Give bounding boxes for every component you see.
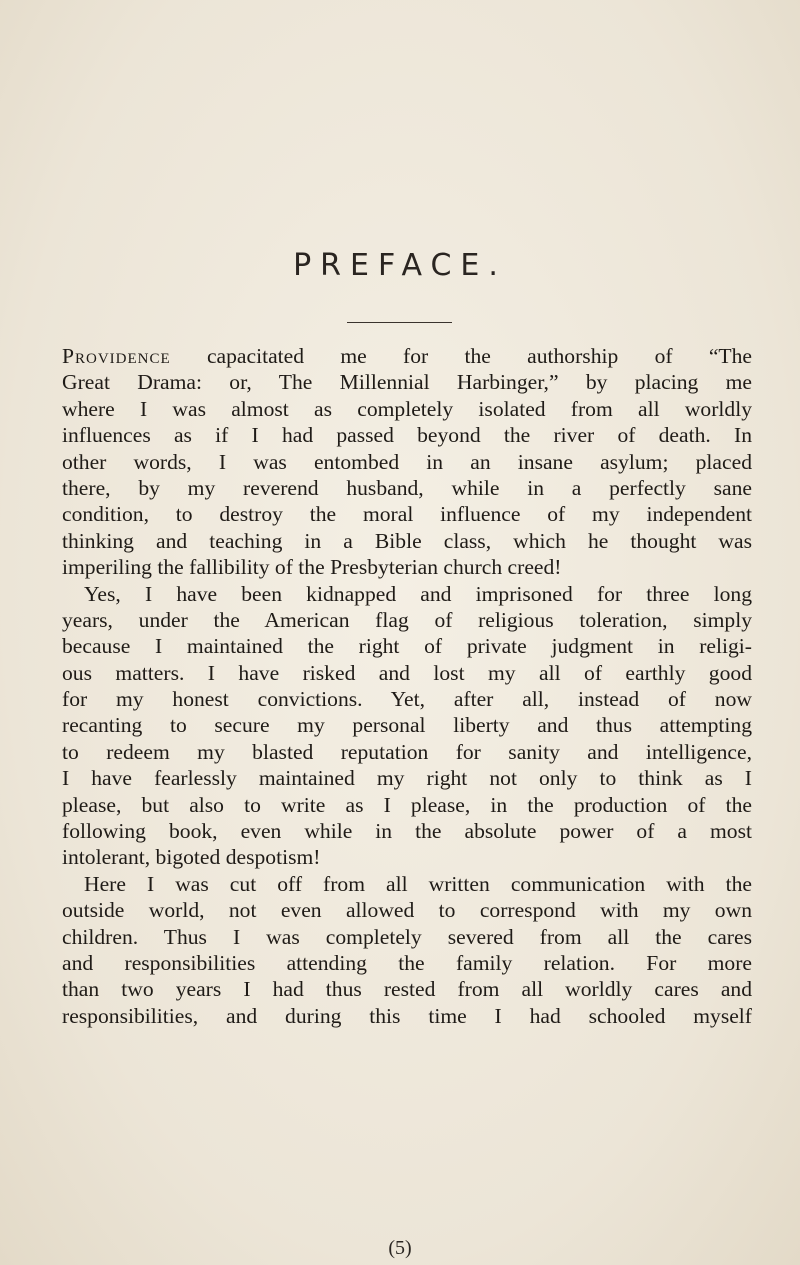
text-line: Providence capacitated me for the authorship of “The (62, 344, 752, 368)
text-line: for my honest convictions. Yet, after all, instead of now (62, 687, 752, 712)
text-line: please, but also to write as I please, in the production of the (62, 792, 752, 817)
text-line: other words, I was entombed in an insane asylum; placed (62, 449, 752, 474)
text-line: children. Thus I was completely severed from all the cares (62, 924, 752, 949)
lead-word: Providence (62, 344, 171, 368)
text-line: Great Drama: or, The Millennial Harbinger,” by placing me (62, 370, 752, 395)
text-line: condition, to destroy the moral influence of my independent (62, 502, 752, 527)
text-line: influences as if I had passed beyond the river of death. In (62, 423, 752, 448)
text-line: intolerant, bigoted despotism! (62, 845, 321, 870)
preface-text (62, 343, 752, 1029)
text-line: Here I was cut off from all written communication with the (84, 871, 752, 896)
text-line: there, by my reverend husband, while in a perfectly sane (62, 475, 752, 500)
page-title: PREFACE. (293, 248, 507, 283)
text-line: imperiling the fallibility of the Presbyterian church creed! (62, 555, 562, 580)
text-line: responsibilities, and during this time I had schooled myself (62, 1003, 752, 1028)
text-line: recanting to secure my personal liberty and thus attempting (62, 713, 752, 738)
text-line: thinking and teaching in a Bible class, which he thought was (62, 528, 752, 553)
text-line: following book, even while in the absolute power of a most (62, 819, 752, 844)
text-line: I have fearlessly maintained my right not only to think as I (62, 766, 752, 791)
text-line: and responsibilities attending the family relation. For more (62, 950, 752, 975)
title-divider (347, 322, 452, 323)
text-line: years, under the American flag of religious toleration, simply (62, 607, 752, 632)
text-line: outside world, not even allowed to correspond with my own (62, 898, 752, 923)
text-line: because I maintained the right of private judgment in religi- (62, 634, 752, 659)
text-line: ous matters. I have risked and lost my all of earthly good (62, 660, 752, 685)
text-line: Yes, I have been kidnapped and imprisoned for three long (84, 581, 752, 606)
text-line: than two years I had thus rested from all worldly cares and (62, 977, 752, 1002)
text-line: to redeem my blasted reputation for sanity and intelligence, (62, 739, 752, 764)
text-line: where I was almost as completely isolated from all worldly (62, 396, 752, 421)
page-number: (5) (388, 1237, 412, 1259)
